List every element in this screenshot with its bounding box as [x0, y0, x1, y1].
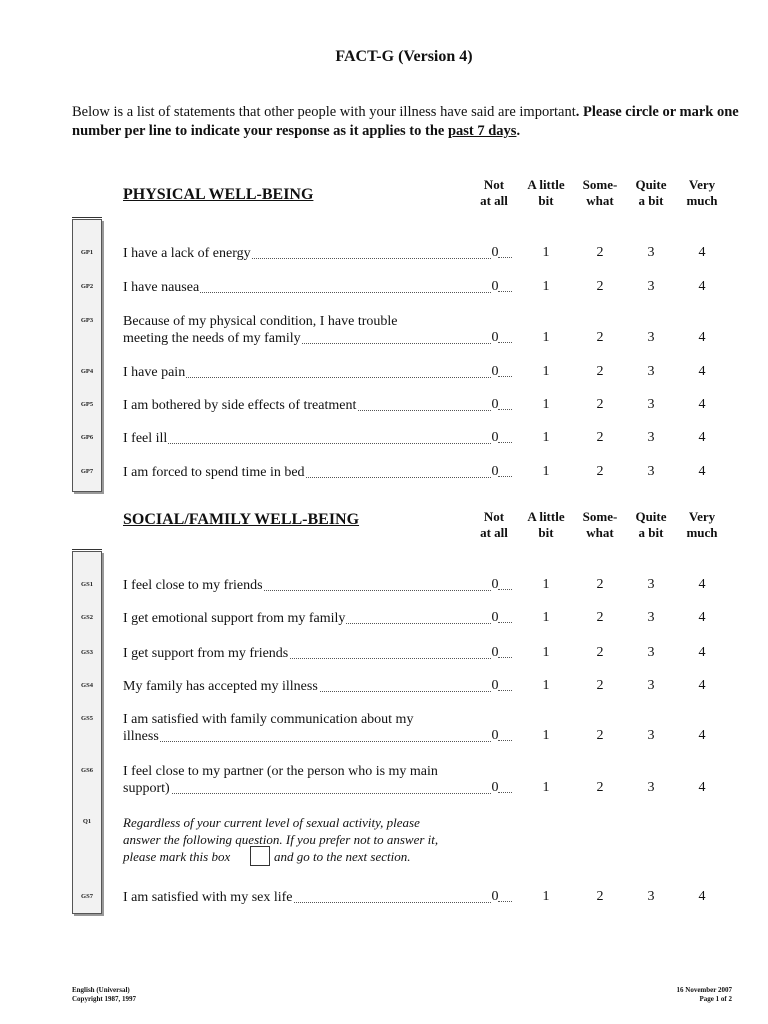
response-option-4[interactable]: 4	[698, 678, 706, 693]
item-statement	[123, 728, 491, 745]
column-header-line1: Quite	[635, 177, 667, 192]
item-code: GP3	[80, 317, 94, 324]
response-option-1[interactable]: 1	[542, 780, 550, 795]
dot-leader	[498, 257, 512, 258]
response-option-1[interactable]: 1	[542, 364, 550, 379]
dot-leader	[498, 657, 512, 658]
response-option-2[interactable]: 2	[596, 645, 604, 660]
response-option-2[interactable]: 2	[596, 728, 604, 743]
column-header-line2: a bit	[638, 193, 664, 208]
item-statement	[123, 245, 491, 262]
dot-leader	[123, 443, 491, 444]
response-option-2[interactable]: 2	[596, 364, 604, 379]
item-statement-text: I am forced to spend time in bed	[123, 465, 305, 480]
footer-copyright: Copyright 1987, 1997	[72, 995, 136, 1003]
dot-leader	[498, 740, 512, 741]
response-option-1[interactable]: 1	[542, 245, 550, 260]
section-divider	[72, 217, 102, 218]
dot-leader	[498, 690, 512, 691]
item-statement-text: I feel close to my friends	[123, 578, 263, 593]
response-option-1[interactable]: 1	[542, 577, 550, 592]
response-option-0[interactable]: 0	[491, 397, 499, 412]
q1-line2: answer the following question. If you prefer not to answer it,	[123, 832, 439, 847]
dot-leader	[498, 409, 512, 410]
column-header-line1: A little	[527, 509, 565, 524]
response-option-0[interactable]: 0	[491, 610, 499, 625]
response-option-2[interactable]: 2	[596, 330, 604, 345]
item-statement-line1: I am satisfied with family communication about my	[123, 712, 414, 727]
section-title: SOCIAL/FAMILY WELL-BEING	[123, 511, 360, 528]
response-option-3[interactable]: 3	[647, 678, 655, 693]
response-option-4[interactable]: 4	[698, 645, 706, 660]
response-option-4[interactable]: 4	[698, 610, 706, 625]
response-option-4[interactable]: 4	[698, 430, 706, 445]
item-code: GP7	[80, 468, 94, 475]
item-statement	[123, 364, 491, 381]
item-statement	[123, 430, 491, 447]
response-option-3[interactable]: 3	[647, 364, 655, 379]
column-header-line1: Some-	[582, 177, 618, 192]
dot-leader	[123, 793, 491, 794]
response-option-3[interactable]: 3	[647, 577, 655, 592]
response-option-2[interactable]: 2	[596, 780, 604, 795]
response-option-3[interactable]: 3	[647, 889, 655, 904]
column-header-line1: Very	[688, 509, 716, 524]
response-option-1[interactable]: 1	[542, 889, 550, 904]
response-option-4[interactable]: 4	[698, 364, 706, 379]
response-option-3[interactable]: 3	[647, 330, 655, 345]
item-code: GS2	[81, 614, 93, 621]
item-code: GS1	[81, 581, 93, 588]
column-header-line2: at all	[480, 525, 508, 540]
dot-leader	[498, 291, 512, 292]
item-statement-text: illness	[123, 729, 159, 744]
item-code: GS4	[81, 682, 93, 689]
response-option-1[interactable]: 1	[542, 430, 550, 445]
q1-line1: Regardless of your current level of sexual activity, please	[123, 815, 420, 830]
response-option-4[interactable]: 4	[698, 397, 706, 412]
column-header	[464, 509, 524, 541]
item-code: GS5	[81, 715, 93, 722]
response-option-2[interactable]: 2	[596, 430, 604, 445]
response-option-1[interactable]: 1	[542, 645, 550, 660]
item-code-bar	[72, 219, 102, 492]
item-statement	[123, 397, 491, 414]
column-header	[516, 509, 576, 541]
item-statement-text: I am satisfied with my sex life	[123, 890, 293, 905]
response-option-3[interactable]: 3	[647, 279, 655, 294]
item-code: Q1	[82, 818, 92, 825]
response-option-0[interactable]: 0	[491, 780, 499, 795]
column-header	[672, 177, 732, 209]
response-option-4[interactable]: 4	[698, 728, 706, 743]
q1-line3b: and go to the next section.	[274, 849, 411, 864]
instructions-text: Below is a list of statements that other people with your illness have said are important	[72, 104, 576, 120]
item-code: GP4	[80, 368, 94, 375]
item-statement	[123, 610, 491, 627]
column-header-line2: at all	[480, 193, 508, 208]
dot-leader	[498, 376, 512, 377]
instructions-period: past 7 days	[447, 123, 517, 139]
response-option-3[interactable]: 3	[647, 430, 655, 445]
response-option-2[interactable]: 2	[596, 610, 604, 625]
response-option-2[interactable]: 2	[596, 279, 604, 294]
footer-date: 16 November 2007	[676, 986, 732, 994]
item-statement-text: I am bothered by side effects of treatment	[123, 398, 357, 413]
item-statement-text: meeting the needs of my family	[123, 331, 301, 346]
item-statement	[123, 889, 491, 906]
section-title: PHYSICAL WELL-BEING	[123, 186, 314, 203]
response-option-3[interactable]: 3	[647, 780, 655, 795]
item-code: GS7	[81, 893, 93, 900]
instructions	[72, 103, 768, 141]
response-option-3[interactable]: 3	[647, 245, 655, 260]
response-option-3[interactable]: 3	[647, 464, 655, 479]
dot-leader	[498, 442, 512, 443]
column-header-line2: much	[686, 525, 718, 540]
item-statement-text: I feel ill	[123, 431, 168, 446]
response-option-4[interactable]: 4	[698, 279, 706, 294]
dot-leader	[498, 476, 512, 477]
item-statement-text: I get support from my friends	[123, 646, 289, 661]
section-divider	[72, 549, 102, 550]
footer-right	[632, 986, 732, 1004]
response-option-0[interactable]: 0	[491, 330, 499, 345]
response-option-2[interactable]: 2	[596, 245, 604, 260]
q1-line3a: please mark this box	[123, 849, 231, 864]
item-statement	[123, 577, 491, 594]
response-option-4[interactable]: 4	[698, 780, 706, 795]
response-option-0[interactable]: 0	[491, 245, 499, 260]
response-option-1[interactable]: 1	[542, 330, 550, 345]
column-header	[464, 177, 524, 209]
response-option-1[interactable]: 1	[542, 397, 550, 412]
response-option-0[interactable]: 0	[491, 645, 499, 660]
response-option-1[interactable]: 1	[542, 728, 550, 743]
item-statement-text: support)	[123, 781, 170, 796]
item-code: GP6	[80, 434, 94, 441]
item-statement-text: I get emotional support from my family	[123, 611, 346, 626]
response-option-4[interactable]: 4	[698, 245, 706, 260]
item-statement-line1: I feel close to my partner (or the person who is my main	[123, 764, 438, 779]
dot-leader	[498, 622, 512, 623]
item-statement	[123, 645, 491, 662]
item-code: GP2	[80, 283, 94, 290]
item-statement-text: I have pain	[123, 365, 186, 380]
column-header-line2: bit	[538, 525, 554, 540]
response-option-1[interactable]: 1	[542, 464, 550, 479]
item-statement	[123, 330, 491, 347]
response-option-0[interactable]: 0	[491, 464, 499, 479]
dot-leader	[498, 901, 512, 902]
response-option-3[interactable]: 3	[647, 645, 655, 660]
column-header-line2: much	[686, 193, 718, 208]
item-statement	[123, 780, 491, 797]
column-header	[672, 509, 732, 541]
item-statement	[123, 279, 491, 296]
column-header-line1: Some-	[582, 509, 618, 524]
footer-left	[72, 986, 136, 1004]
item-statement-text: I have nausea	[123, 280, 200, 295]
response-option-3[interactable]: 3	[647, 397, 655, 412]
response-option-0[interactable]: 0	[491, 728, 499, 743]
response-option-1[interactable]: 1	[542, 610, 550, 625]
column-header-line1: Quite	[635, 509, 667, 524]
item-statement-line1: Because of my physical condition, I have trouble	[123, 314, 398, 329]
item-code-bar	[72, 551, 102, 914]
dot-leader	[498, 342, 512, 343]
footer-page: Page 1 of 2	[699, 995, 732, 1003]
response-option-4[interactable]: 4	[698, 330, 706, 345]
dot-leader	[498, 589, 512, 590]
item-statement	[123, 464, 491, 481]
item-statement	[123, 678, 491, 695]
column-header-line1: A little	[527, 177, 565, 192]
footer-language: English (Universal)	[72, 986, 130, 994]
item-code: GP1	[80, 249, 94, 256]
response-option-4[interactable]: 4	[698, 577, 706, 592]
response-option-0[interactable]: 0	[491, 430, 499, 445]
column-header-line2: a bit	[638, 525, 664, 540]
skip-checkbox[interactable]	[250, 846, 270, 866]
response-option-0[interactable]: 0	[491, 678, 499, 693]
response-option-1[interactable]: 1	[542, 678, 550, 693]
column-header-line2: what	[586, 525, 614, 540]
item-code: GS3	[81, 649, 93, 656]
item-code: GP5	[80, 401, 94, 408]
response-option-2[interactable]: 2	[596, 678, 604, 693]
response-option-2[interactable]: 2	[596, 397, 604, 412]
dot-leader	[498, 792, 512, 793]
response-option-0[interactable]: 0	[491, 364, 499, 379]
column-header	[516, 177, 576, 209]
response-option-4[interactable]: 4	[698, 889, 706, 904]
column-header-line2: what	[586, 193, 614, 208]
document-title: FACT-G (Version 4)	[335, 48, 473, 65]
column-header-line2: bit	[538, 193, 554, 208]
response-option-2[interactable]: 2	[596, 889, 604, 904]
item-statement-text: I have a lack of energy	[123, 246, 251, 261]
response-option-4[interactable]: 4	[698, 464, 706, 479]
instructions-end: .	[516, 123, 521, 139]
response-option-0[interactable]: 0	[491, 279, 499, 294]
response-option-2[interactable]: 2	[596, 464, 604, 479]
instructions-bold: . Please circle or mark one number per line to indicate your response as it applies to the	[72, 104, 739, 139]
dot-leader	[123, 741, 491, 742]
column-header-line1: Not	[483, 509, 505, 524]
column-header-line1: Very	[688, 177, 716, 192]
item-code: GS6	[81, 767, 93, 774]
response-option-2[interactable]: 2	[596, 577, 604, 592]
column-header-line1: Not	[483, 177, 505, 192]
response-option-0[interactable]: 0	[491, 577, 499, 592]
response-option-3[interactable]: 3	[647, 610, 655, 625]
response-option-3[interactable]: 3	[647, 728, 655, 743]
response-option-1[interactable]: 1	[542, 279, 550, 294]
response-option-0[interactable]: 0	[491, 889, 499, 904]
item-statement-text: My family has accepted my illness	[123, 679, 318, 694]
